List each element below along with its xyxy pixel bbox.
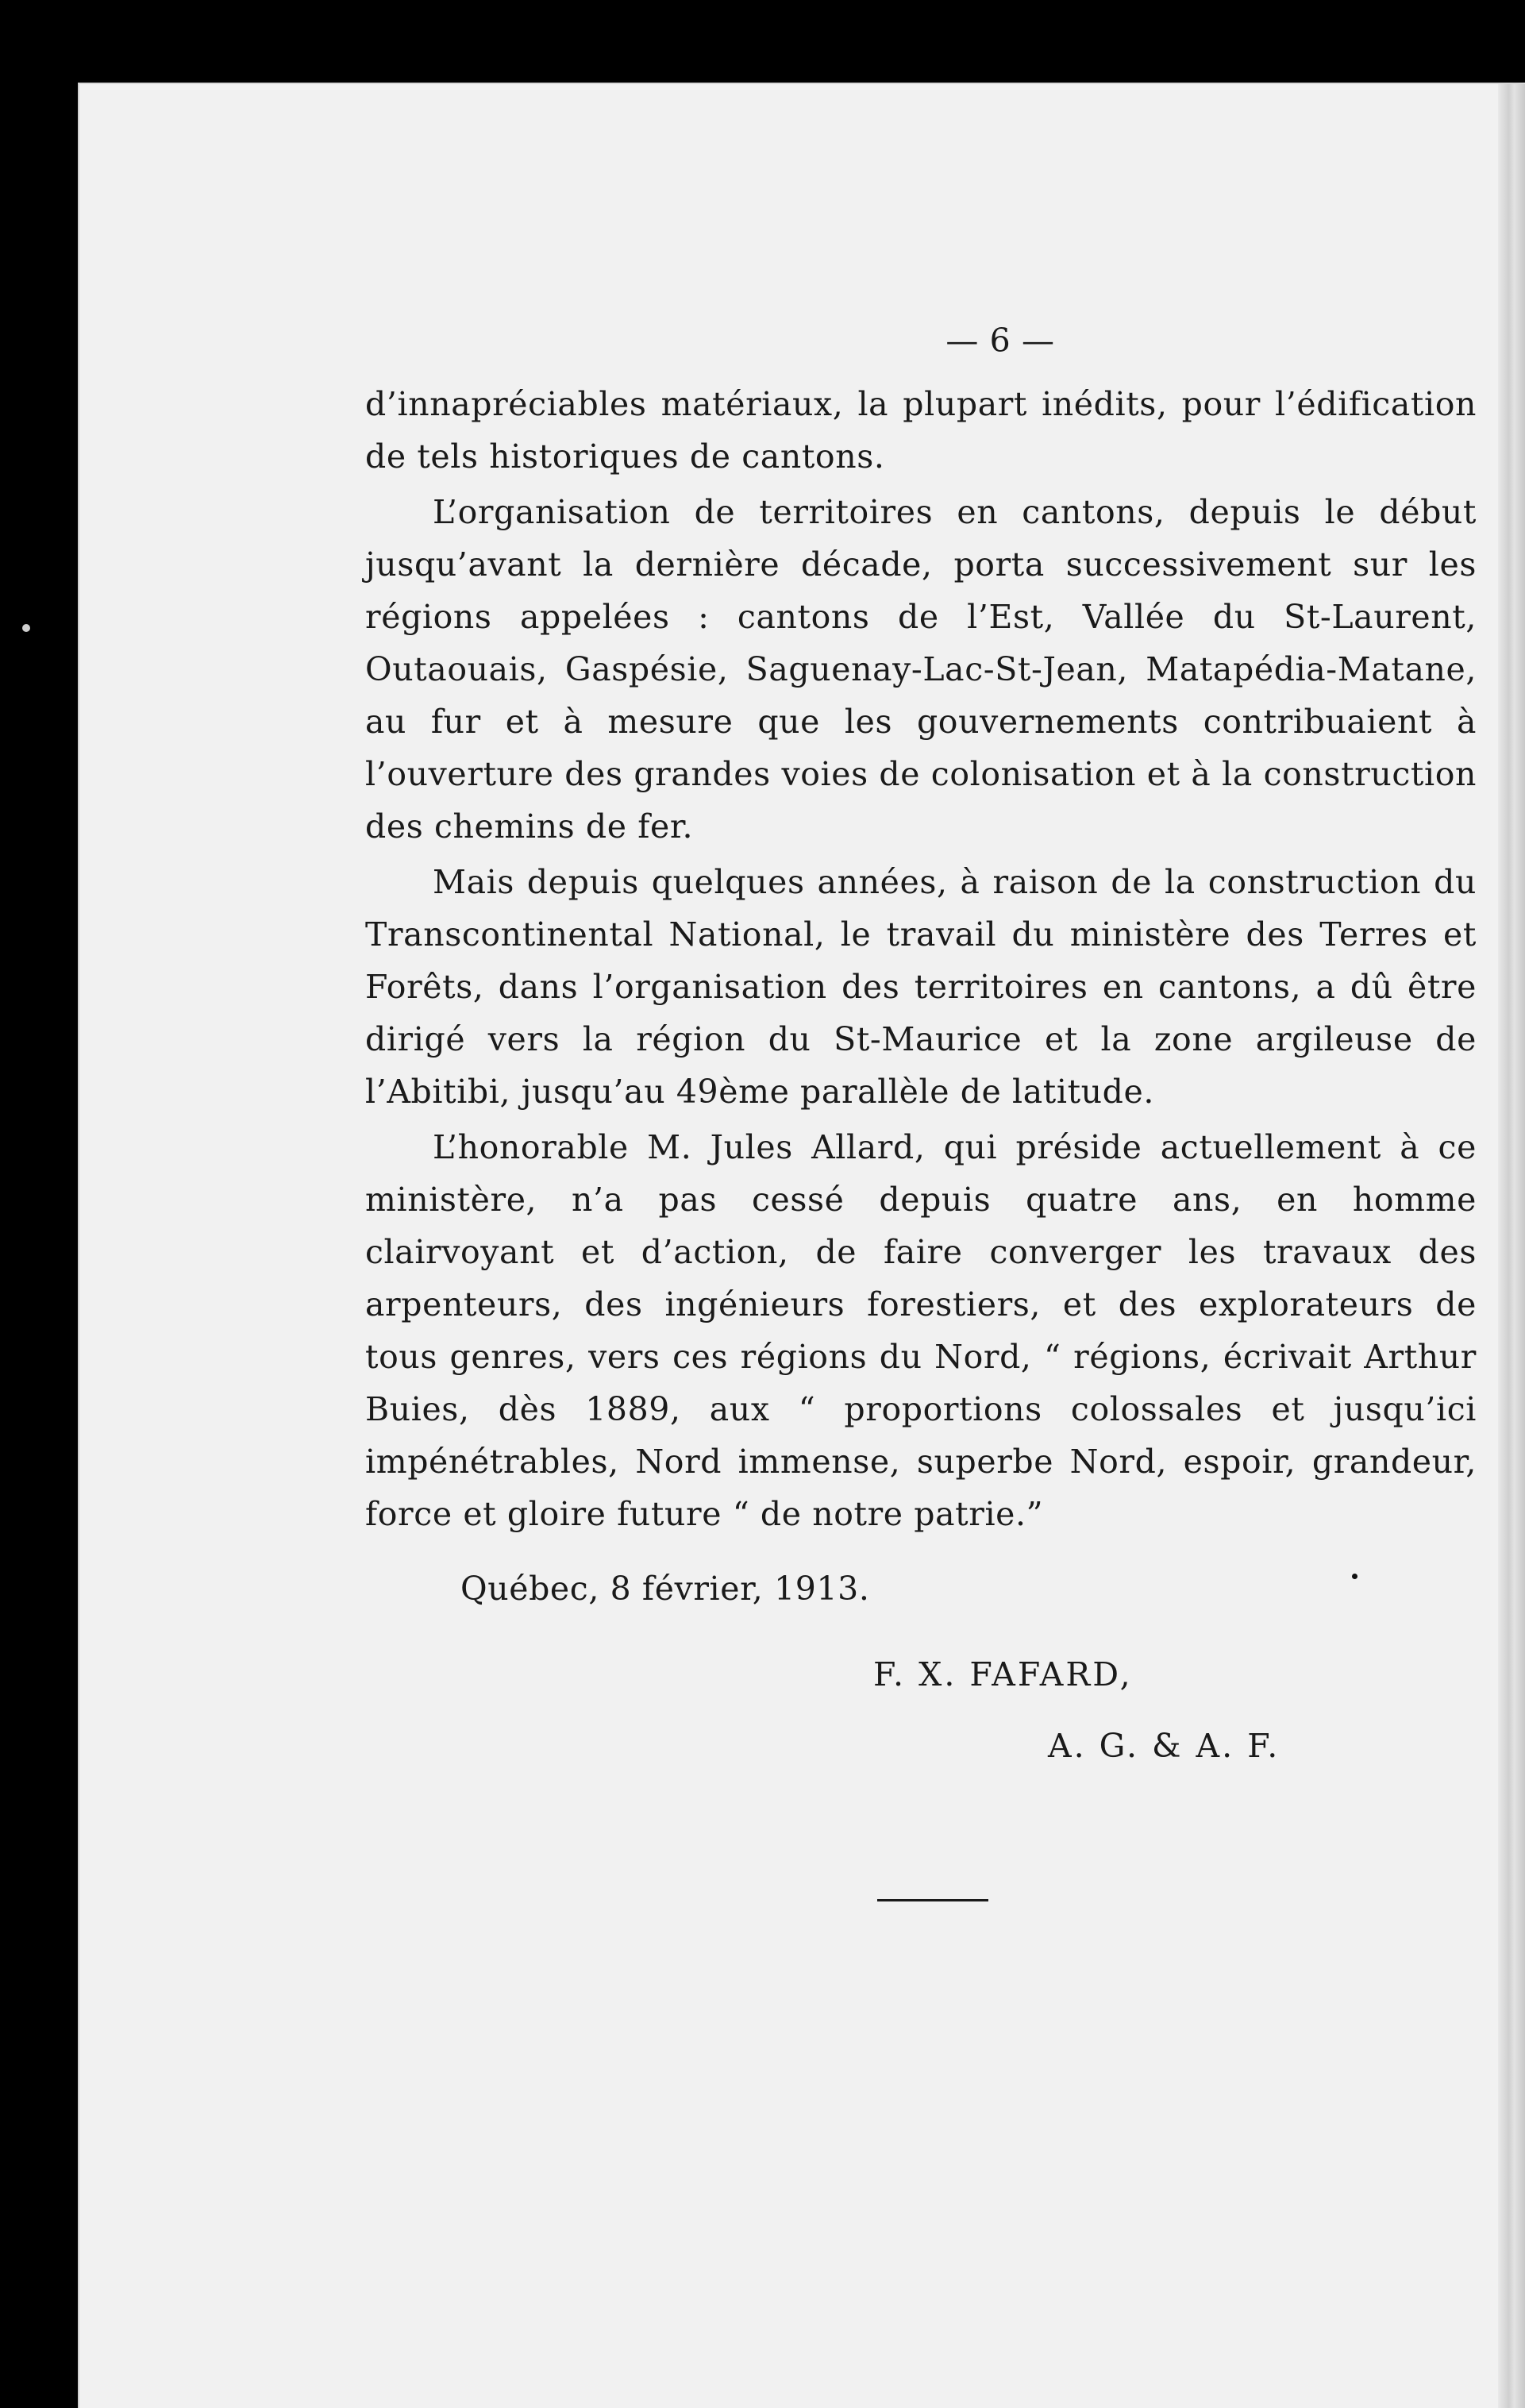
- margin-speck: [22, 624, 30, 632]
- dateline: Québec, 8 février, 1913.: [460, 1570, 870, 1608]
- paragraph-3: Mais depuis quelques années, à raison de la construction du Transcontinental National, le travail du ministère des Terres et Forêts, dans l’organisation des territoires en cantons, a dû être dirigé vers la région du St-Maurice et la zone argileuse de l’Abitibi, jusqu’au 49ème parallèle de latitude.: [365, 863, 1477, 1111]
- signature-title: A. G. & A. F.: [1048, 1727, 1280, 1765]
- page-number: — 6 —: [945, 322, 1055, 360]
- paragraph-1: d’innapréciables matériaux, la plupart inédits, pour l’édification de tels historiques de cantons.: [365, 385, 1477, 476]
- paragraph-2: L’organisation de territoires en cantons, depuis le début jusqu’avant la dernière décade, porta successivement sur les régions appelées : cantons de l’Est, Vallée du St-Laurent, Outaouais, Gaspésie, Saguenay-Lac-St-Jean, Matapédia-Matane, au fur et à mesure que les gouvernements contribuaient à l’ouverture des grandes voies de colonisation et à la construction des chemins de fer.: [365, 493, 1477, 846]
- page-edge: [1498, 84, 1525, 2408]
- closing-rule: [877, 1899, 988, 1901]
- paragraph-4: L’honorable M. Jules Allard, qui préside actuellement à ce ministère, n’a pas cessé depuis quatre ans, en homme clairvoyant et d’action, de faire converger les travaux des arpenteurs, des ingénieurs forestiers, et des explorateurs de tous genres, vers ces régions du Nord, “ régions, écrivait Arthur Buies, dès 1889, aux “ proportions colossales et jusqu’ici impénétrables, Nord immense, superbe Nord, espoir, grandeur, force et gloire future “ de notre patrie.”: [365, 1128, 1477, 1533]
- page-content: [365, 314, 1477, 1901]
- ink-speck: [1352, 1574, 1357, 1579]
- signature-name: F. X. FAFARD,: [873, 1655, 1133, 1693]
- document-page: [78, 83, 1525, 2408]
